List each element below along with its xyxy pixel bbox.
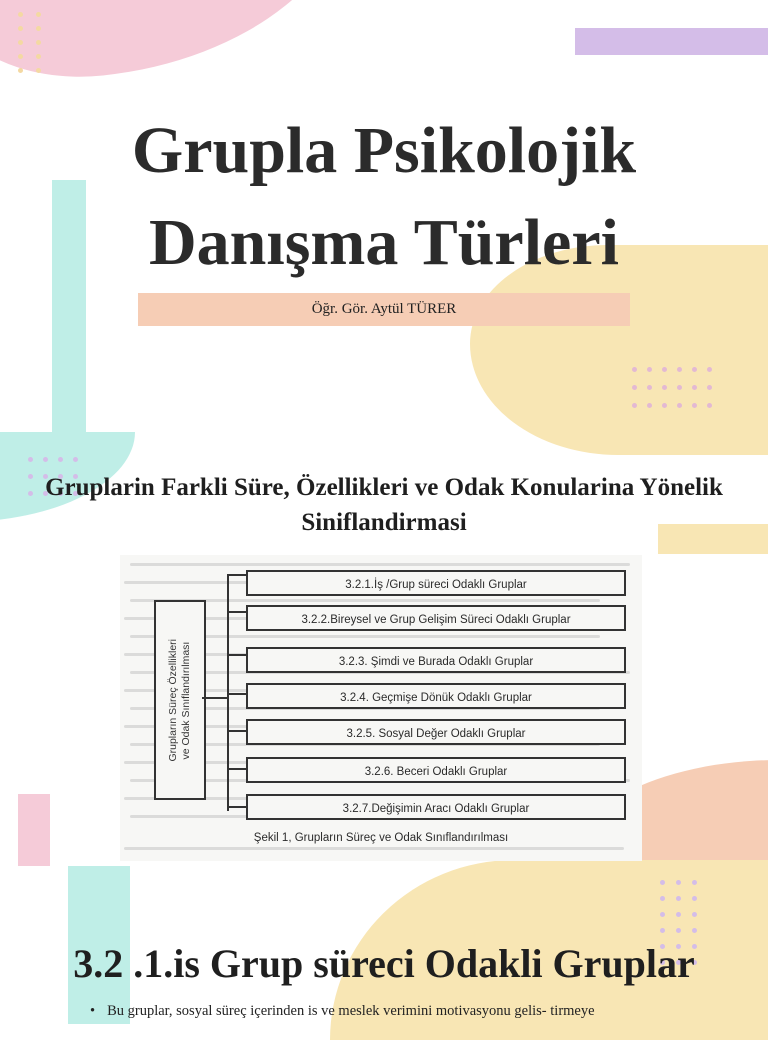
figure-item: 3.2.5. Sosyal Değer Odaklı Gruplar xyxy=(246,719,626,745)
classification-figure xyxy=(120,555,642,861)
background-text-line xyxy=(130,563,630,566)
figure-item: 3.2.6. Beceri Odaklı Gruplar xyxy=(246,757,626,783)
figure-vertical-label-box xyxy=(154,600,206,800)
figure-connector-branch xyxy=(227,693,246,695)
section-heading: 3.2 .1.is Grup süreci Odakli Gruplar xyxy=(73,941,695,986)
dot-grid-decoration xyxy=(632,367,712,408)
author-name: Öğr. Gör. Aytül TÜRER xyxy=(311,301,457,317)
purple-bar-decoration xyxy=(575,28,768,55)
figure-item: 3.2.7.Değişimin Aracı Odaklı Gruplar xyxy=(246,794,626,820)
figure-caption: Şekil 1, Grupların Süreç ve Odak Sınıflandırılması xyxy=(253,832,509,844)
background-text-line xyxy=(124,847,624,850)
bullet-text: Bu gruplar, sosyal süreç içerinden is ve meslek verimini motivasyonu gelis- tirmeye xyxy=(107,1003,595,1019)
figure-connector-branch xyxy=(227,574,246,576)
pink-blob-decoration xyxy=(0,0,369,91)
figure-item: 3.2.4. Geçmişe Dönük Odaklı Gruplar xyxy=(246,683,626,709)
section-subtitle: Gruplarin Farkli Süre, Özellikleri ve Odak Konularina Yönelik Siniflandirmasi xyxy=(45,474,723,536)
bullet-dot-icon: • xyxy=(90,1003,96,1019)
figure-item: 3.2.1.İş /Grup süreci Odaklı Gruplar xyxy=(246,570,626,596)
dot-grid-decoration xyxy=(18,12,41,73)
bullet-item xyxy=(90,1000,750,1022)
slide-title: Grupla Psikolojik Danışma Türleri xyxy=(131,114,637,279)
figure-item: 3.2.2.Bireysel ve Grup Gelişim Süreci Odaklı Gruplar xyxy=(246,605,626,631)
figure-connector-branch xyxy=(227,730,246,732)
figure-vertical-label-line1: Grupların Süreç Özellikleri xyxy=(167,638,179,762)
figure-connector-stub xyxy=(202,697,227,699)
figure-item: 3.2.3. Şimdi ve Burada Odaklı Gruplar xyxy=(246,647,626,673)
figure-vertical-label-line2: ve Odak Sınıflandırılması xyxy=(180,641,192,759)
figure-connector-branch xyxy=(227,611,246,613)
figure-connector-branch xyxy=(227,768,246,770)
figure-connector-branch xyxy=(227,654,246,656)
figure-connector-branch xyxy=(227,806,246,808)
pink-rect-decoration xyxy=(18,794,50,866)
